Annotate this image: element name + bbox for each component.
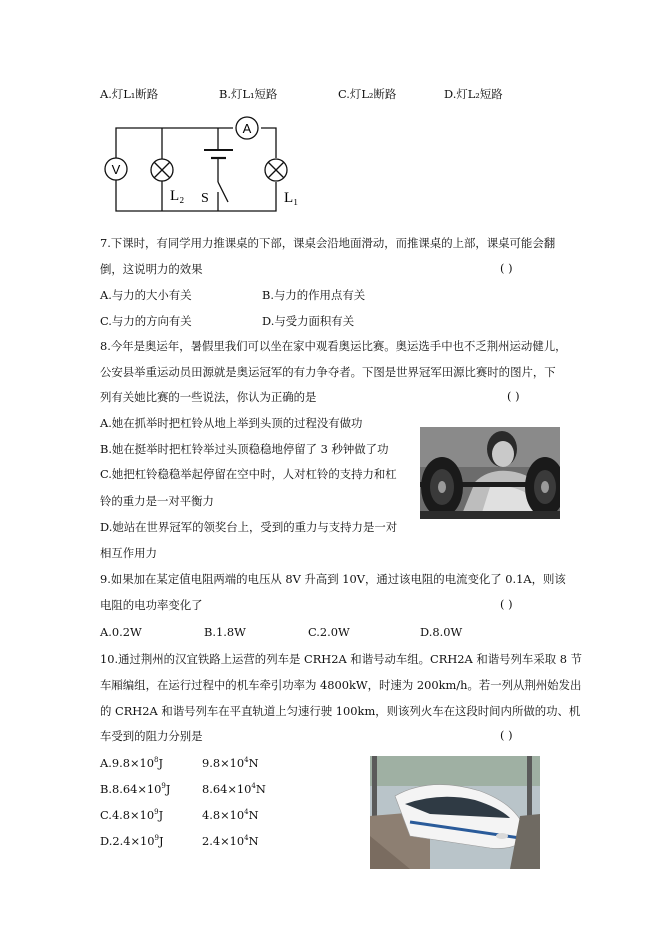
q9-answer-paren: ( ) xyxy=(500,597,513,611)
q6-option-c: C.灯L₂断路 xyxy=(338,87,397,101)
q7-stem-line1: 7.下课时，有同学用力推课桌的下部，课桌会沿地面滑动，而推课桌的上部，课桌可能会翻 xyxy=(100,236,556,250)
weightlifter-photo xyxy=(420,427,560,519)
work-exponent: 9 xyxy=(154,834,159,843)
q10-option-c xyxy=(100,808,163,822)
q9-option-a: A.0.2W xyxy=(100,625,142,639)
q10-option-a xyxy=(100,756,163,770)
q9-stem-line2: 电阻的电功率变化了 xyxy=(100,598,203,612)
q6-option-d: D.灯L₂短路 xyxy=(444,87,503,101)
force-unit: N xyxy=(248,756,259,770)
q10-option-a-force xyxy=(202,756,259,770)
q10-option-d-force xyxy=(202,834,259,848)
q8-option-b: B.她在挺举时把杠铃举过头顶稳稳地停留了 3 秒钟做了功 xyxy=(100,442,389,456)
switch-label: S xyxy=(201,191,209,206)
force-unit: N xyxy=(255,782,266,796)
force-value: 8.64×10 xyxy=(202,782,252,796)
q7-option-c: C.与力的方向有关 xyxy=(100,314,192,328)
work-unit: J xyxy=(158,834,164,848)
q10-stem-line1: 10.通过荆州的汉宜铁路上运营的列车是 CRH2A 和谐号动车组。CRH2A 和谐号列车采取 8 节 xyxy=(100,652,582,666)
force-unit: N xyxy=(248,808,259,822)
q6-option-b: B.灯L₁短路 xyxy=(219,87,278,101)
q8-answer-paren: ( ) xyxy=(507,389,520,403)
ammeter-label: A xyxy=(242,121,252,136)
q8-option-c-line2: 铃的重力是一对平衡力 xyxy=(100,494,214,508)
work-exponent: 9 xyxy=(161,782,166,791)
work-value: 9.8×10 xyxy=(111,756,155,770)
option-label: A. xyxy=(100,756,112,770)
q7-answer-paren: ( ) xyxy=(500,261,513,275)
q7-stem-line2: 倒，这说明力的效果 xyxy=(100,262,203,276)
q10-option-b-force xyxy=(202,782,266,796)
q10-option-d xyxy=(100,834,164,848)
work-unit: J xyxy=(165,782,171,796)
q7-option-a: A.与力的大小有关 xyxy=(100,288,192,302)
circuit-diagram xyxy=(100,112,300,218)
work-value: 4.8×10 xyxy=(111,808,155,822)
q9-option-b: B.1.8W xyxy=(204,625,246,639)
force-value: 9.8×10 xyxy=(202,756,245,770)
work-value: 2.4×10 xyxy=(112,834,155,848)
force-exponent: 4 xyxy=(244,834,249,843)
q8-stem-line2: 公安县举重运动员田源就是奥运冠军的有力争夺者。下图是世界冠军田源比赛时的图片，下 xyxy=(100,365,556,379)
work-value: 8.64×10 xyxy=(112,782,162,796)
q7-option-d: D.与受力面积有关 xyxy=(262,314,355,328)
q6-option-a: A.灯L₁断路 xyxy=(100,87,159,101)
force-unit: N xyxy=(248,834,259,848)
q9-option-c: C.2.0W xyxy=(308,625,350,639)
option-label: D. xyxy=(100,834,113,848)
work-exponent: 8 xyxy=(154,756,159,765)
voltmeter-label: V xyxy=(111,162,121,177)
q10-stem-line3: 的 CRH2A 和谐号列车在平直轨道上匀速行驶 100km，则该列火车在这段时间内所做的功、机 xyxy=(100,704,581,718)
lamp-l2-label: L₂ xyxy=(170,188,185,204)
force-value: 4.8×10 xyxy=(202,808,245,822)
force-exponent: 4 xyxy=(244,756,249,765)
q10-option-c-force xyxy=(202,808,259,822)
q9-stem-line1: 9.如果加在某定值电阻两端的电压从 8V 升高到 10V，通过该电阻的电流变化了 0.1A，则该 xyxy=(100,572,566,586)
q8-option-c-line1: C.她把杠铃稳稳举起停留在空中时，人对杠铃的支持力和杠 xyxy=(100,467,397,481)
option-label: B. xyxy=(100,782,112,796)
work-unit: J xyxy=(158,808,164,822)
q7-option-b: B.与力的作用点有关 xyxy=(262,288,366,302)
q10-option-b xyxy=(100,782,170,796)
train-photo xyxy=(370,756,540,869)
lamp-l1-label: L₁ xyxy=(284,190,299,206)
q10-answer-paren: ( ) xyxy=(500,728,513,742)
work-exponent: 9 xyxy=(154,808,159,817)
q8-stem-line3: 列有关她比赛的一些说法，你认为正确的是 xyxy=(100,390,317,404)
q8-stem-line1: 8.今年是奥运年，暑假里我们可以坐在家中观看奥运比赛。奥运选手中也不乏荆州运动健儿， xyxy=(100,339,567,353)
force-exponent: 4 xyxy=(251,782,256,791)
work-unit: J xyxy=(158,756,164,770)
q8-option-a: A.她在抓举时把杠铃从地上举到头顶的过程没有做功 xyxy=(100,416,363,430)
q10-stem-line4: 车受到的阻力分别是 xyxy=(100,729,203,743)
q8-option-d-line2: 相互作用力 xyxy=(100,546,157,560)
q10-stem-line2: 车厢编组，在运行过程中的机车牵引功率为 4800kW，时速为 200km/h。若一列从荆州始发出 xyxy=(100,678,582,692)
force-exponent: 4 xyxy=(244,808,249,817)
q8-option-d-line1: D.她站在世界冠军的领奖台上，受到的重力与支持力是一对 xyxy=(100,520,398,534)
option-label: C. xyxy=(100,808,112,822)
q9-option-d: D.8.0W xyxy=(420,625,463,639)
force-value: 2.4×10 xyxy=(202,834,245,848)
